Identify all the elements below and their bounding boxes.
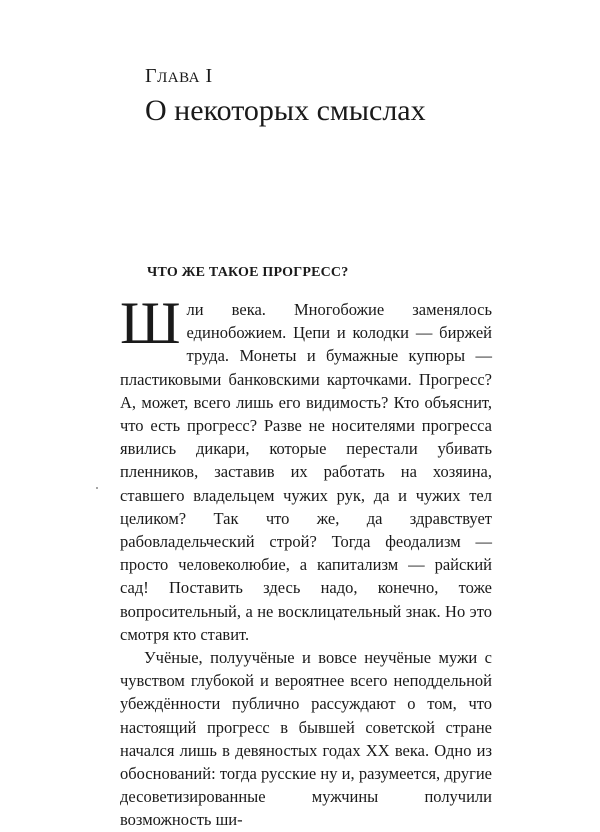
chapter-number: I <box>205 65 213 87</box>
body-text <box>120 290 492 832</box>
paragraph-1 <box>120 290 492 646</box>
drop-cap: Ш <box>120 290 181 356</box>
chapter-label <box>145 64 213 90</box>
paragraph-2-text: Учёные, полуучёные и вовсе неучёные мужи с чувством глубокой и вероятнее всего неподдельной убеждённости публично рассуждают о том, что настоящий прогресс в бывшей советской стране начался лишь в девяностых годах XX века. Одно из обоснований: тогда русские ну и, разумеется, другие десоветизированные мужчины получили возможность ши- <box>120 648 492 830</box>
scan-speck <box>96 487 98 489</box>
section-heading: ЧТО ЖЕ ТАКОЕ ПРОГРЕСС? <box>147 265 349 280</box>
chapter-label-rest: ЛАВА <box>157 70 200 86</box>
chapter-label-lead: Г <box>145 65 158 87</box>
paragraph-1-text: ли века. Многобожие заменялось единобожием. Цепи и колодки — биржей труда. Монеты и бумажные купюры — пластиковыми банковскими карточками. Прогресс? А, может, всего лишь его видимость? Кто объяснит, что есть прогресс? Разве не носителями прогресса явились дикари, которые перестали убивать пленников, заставив их работать на хозяина, ставшего владельцем чужих рук, да и чужих тел целиком? Так что же, да здравствует рабовладельческий строй? Тогда феодализм — просто человеколюбие, а капитализм — райский сад! Поставить здесь надо, конечно, тоже вопросительный, а не восклицательный знак. Но это смотря кто ставит. <box>120 300 492 644</box>
paragraph-2 <box>120 646 492 832</box>
chapter-title: О некоторых смыслах <box>145 94 426 127</box>
